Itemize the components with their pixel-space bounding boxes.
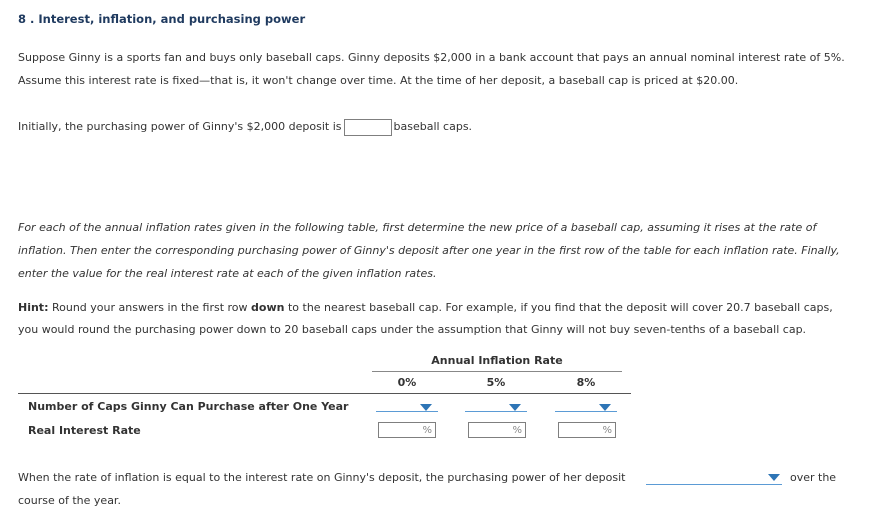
- q2-suffix: over the: [790, 471, 837, 484]
- hint-line-1: [18, 296, 833, 319]
- q2-prefix: When the rate of inflation is equal to the interest rate on Ginny's deposit, the purchasing power of her deposit: [18, 471, 626, 484]
- percent-label: %: [602, 425, 612, 436]
- column-header-5: 5%: [486, 376, 506, 389]
- percent-label: %: [422, 425, 432, 436]
- header-underline: [372, 371, 622, 372]
- column-header-0: 0%: [397, 376, 417, 389]
- row-label-caps: Number of Caps Ginny Can Purchase after One Year: [28, 400, 349, 413]
- caps-answer-input[interactable]: [344, 119, 392, 136]
- instructions-line-3: enter the value for the real interest rate at each of the given inflation rates.: [18, 267, 437, 280]
- hint-bold-word: down: [251, 301, 285, 314]
- purchasing-power-change-dropdown[interactable]: [646, 470, 782, 485]
- instructions-line-1: For each of the annual inflation rates given in the following table, first determine the new price of a baseball cap, assuming it rises at the rate of: [18, 221, 817, 234]
- real-rate-input-0[interactable]: [378, 422, 436, 438]
- hint-label: Hint:: [18, 301, 49, 314]
- table-header-annual-inflation: Annual Inflation Rate: [431, 354, 563, 367]
- hint-line-2: you would round the purchasing power down to 20 baseball caps under the assumption that Ginny will not buy seven-tenths of a baseball cap.: [18, 323, 807, 336]
- q1-suffix: baseball caps.: [393, 120, 473, 133]
- chevron-down-icon[interactable]: [420, 404, 432, 411]
- intro-line-2: Assume this interest rate is fixed—that is, it won't change over time. At the time of her deposit, a baseball cap is priced at $20.00.: [18, 74, 739, 87]
- row-label-real-rate: Real Interest Rate: [28, 424, 141, 437]
- hint-text-a: Round your answers in the first row: [51, 301, 248, 314]
- q1-prefix: Initially, the purchasing power of Ginny's $2,000 deposit is: [18, 120, 342, 133]
- real-rate-input-5[interactable]: [468, 422, 526, 438]
- chevron-down-icon[interactable]: [768, 474, 780, 481]
- chevron-down-icon[interactable]: [599, 404, 611, 411]
- instructions-line-2: inflation. Then enter the corresponding purchasing power of Ginny's deposit after one year in the first row of the table for each inflation rate. Finally,: [18, 244, 840, 257]
- chevron-down-icon[interactable]: [509, 404, 521, 411]
- question-title: 8 . Interest, inflation, and purchasing power: [18, 12, 306, 26]
- intro-line-1: Suppose Ginny is a sports fan and buys only baseball caps. Ginny deposits $2,000 in a bank account that pays an annual nominal interest rate of 5%.: [18, 51, 845, 64]
- q2-line-2: course of the year.: [18, 494, 121, 507]
- column-header-8: 8%: [576, 376, 596, 389]
- real-rate-input-8[interactable]: [558, 422, 616, 438]
- hint-text-b: to the nearest baseball cap. For example, if you find that the deposit will cover 20.7 baseball caps,: [287, 301, 833, 314]
- purchasing-power-question: [18, 115, 472, 138]
- table-divider: [18, 393, 631, 394]
- percent-label: %: [512, 425, 522, 436]
